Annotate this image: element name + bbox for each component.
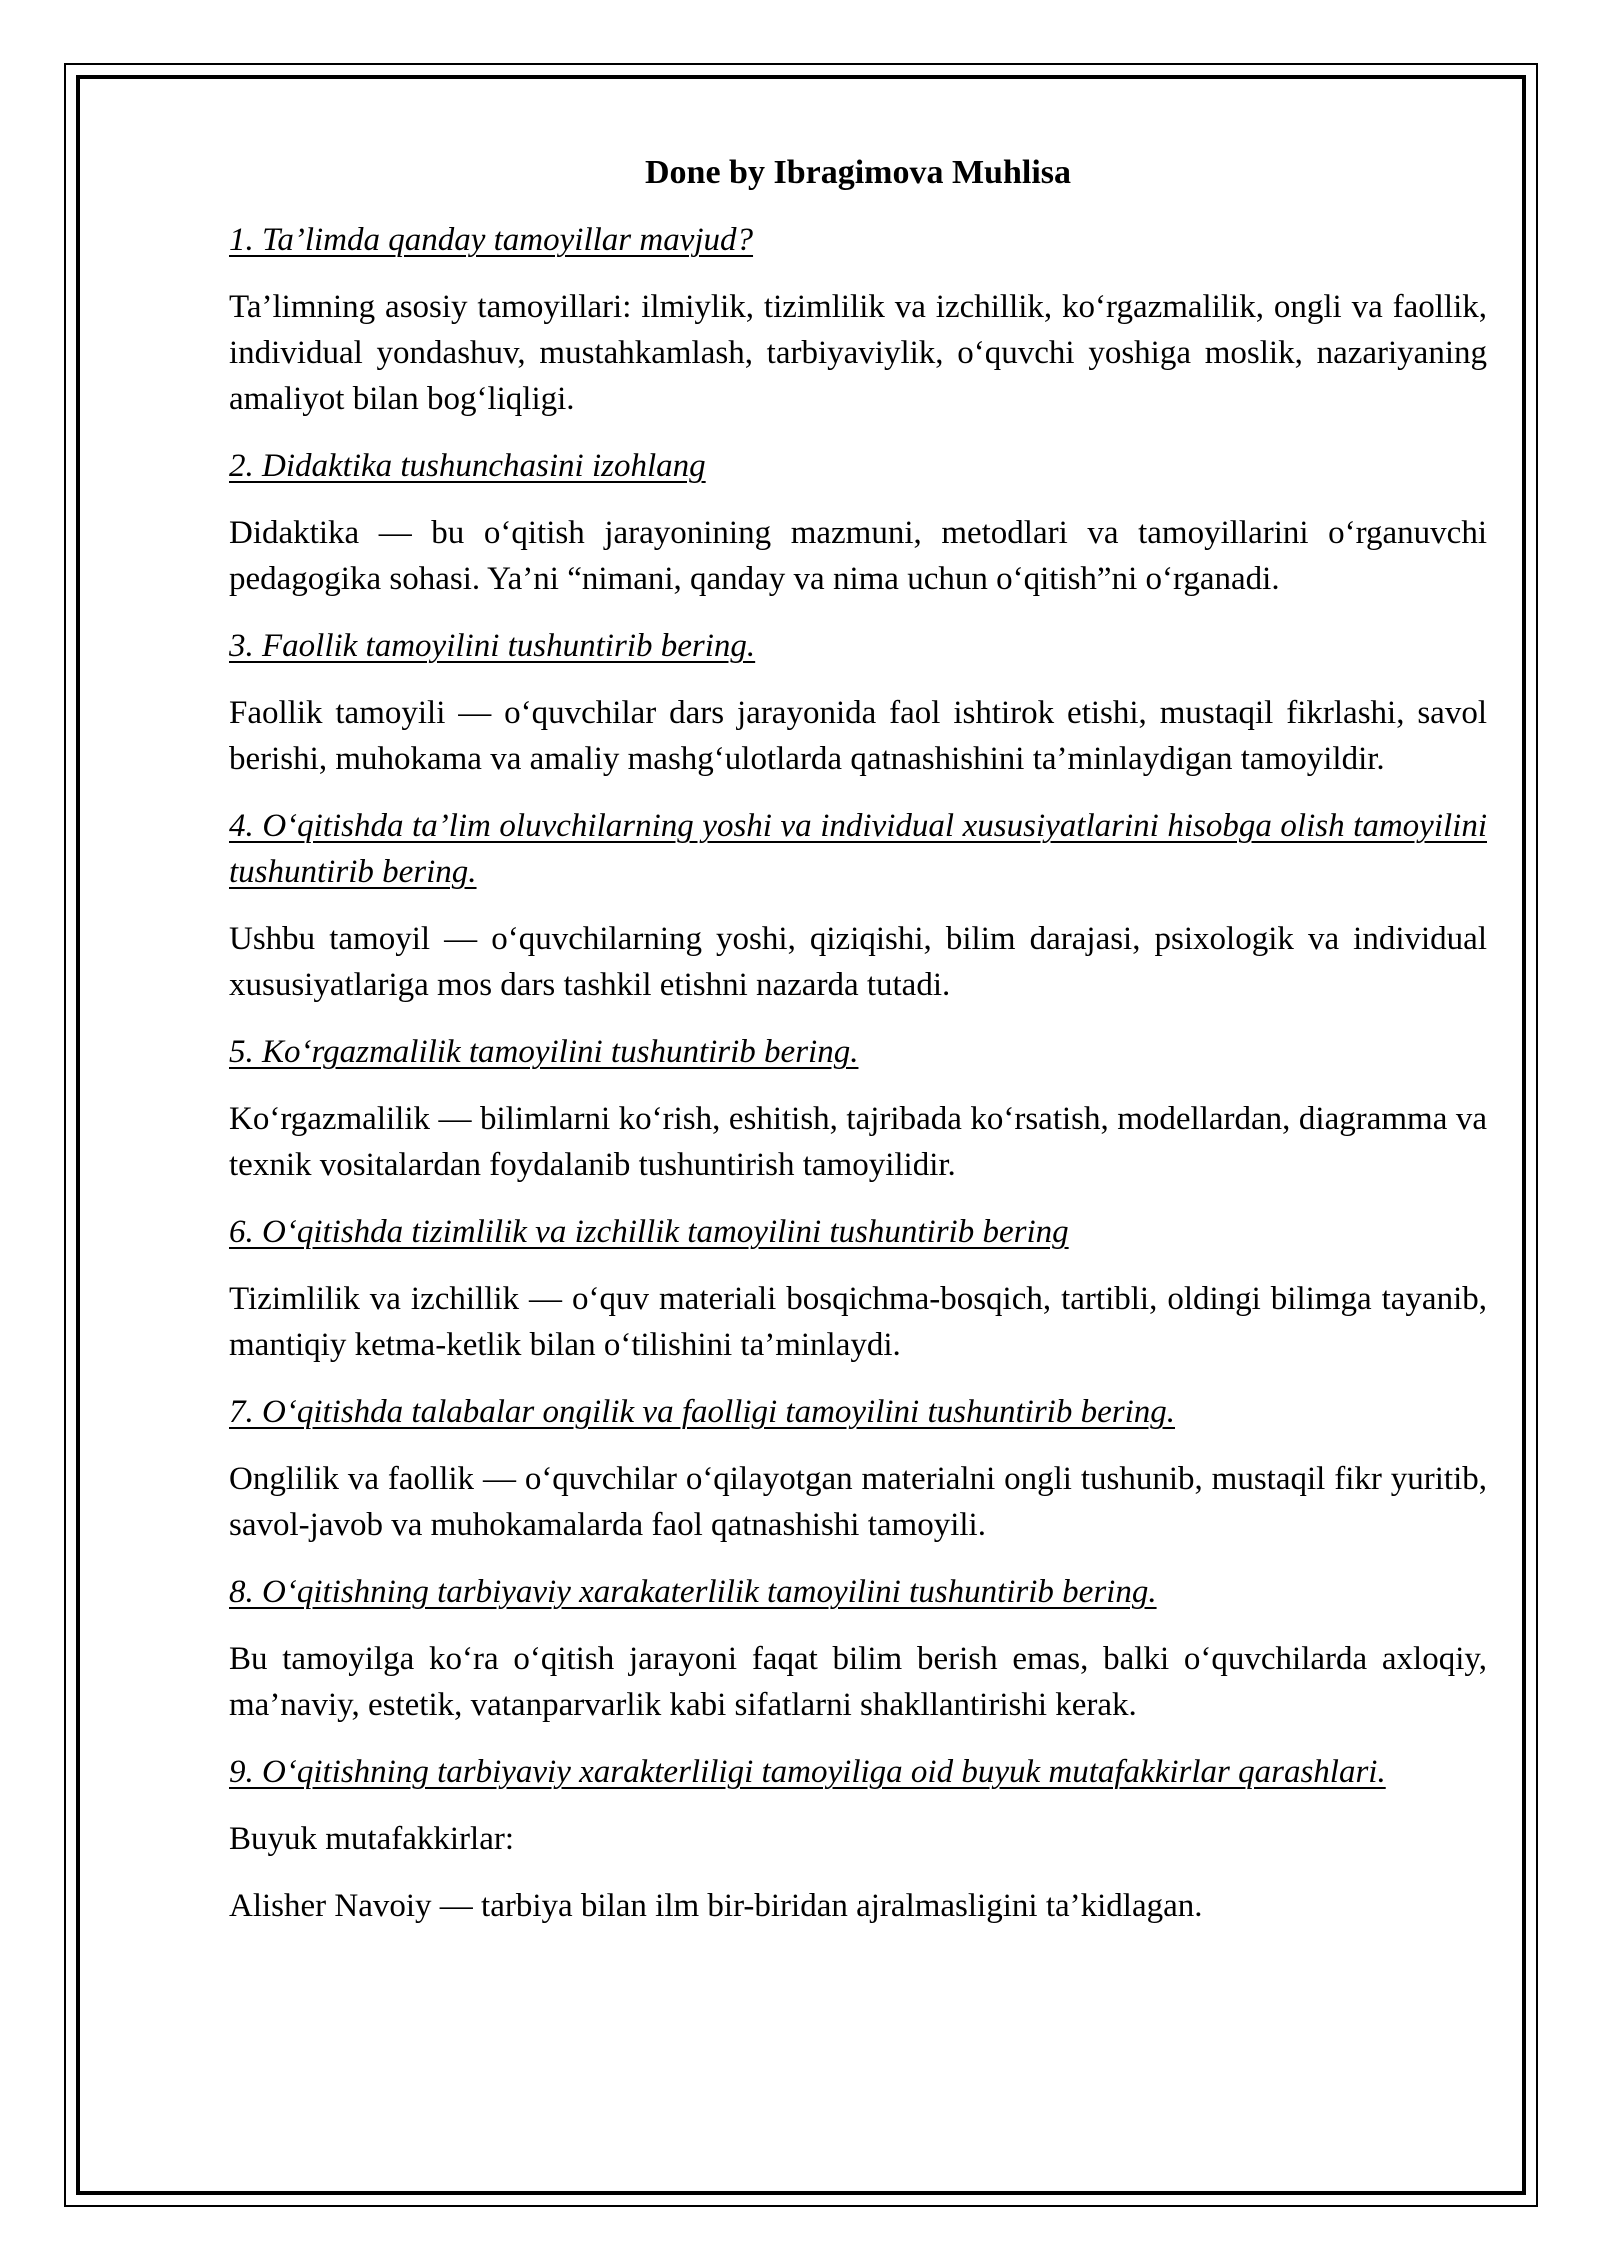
question-7: 7. O‘qitishda talabalar ongilik va faolligi tamoyilini tushuntirib bering. (229, 1394, 1175, 1430)
question-3: 3. Faollik tamoyilini tushuntirib bering. (229, 628, 756, 664)
answer-3: Faollik tamoyili — o‘quvchilar dars jarayonida faol ishtirok etishi, mustaqil fikrlashi, savol berishi, muhokama va amaliy mashg‘ulotlarda qatnashishini ta’minlaydigan tamoyildir. (229, 695, 1487, 777)
question-1: 1. Ta’limda qanday tamoyillar mavjud? (229, 222, 754, 258)
answer-7: Onglilik va faollik — o‘quvchilar o‘qilayotgan materialni ongli tushunib, mustaqil fikr yuritib, savol-javob va muhokamalarda faol qatnashishi tamoyili. (229, 1461, 1487, 1543)
question-6: 6. O‘qitishda tizimlilik va izchillik tamoyilini tushuntirib bering (229, 1214, 1069, 1250)
closing-paragraph: Alisher Navoiy — tarbiya bilan ilm bir-biridan ajralmasligini ta’kidlagan. (229, 1888, 1203, 1924)
answer-5: Ko‘rgazmalilik — bilimlarni ko‘rish, eshitish, tajribada ko‘rsatish, modellardan, diagramma va texnik vositalardan foydalanib tushuntirish tamoyilidir. (229, 1101, 1487, 1183)
question-5: 5. Ko‘rgazmalilik tamoyilini tushuntirib bering. (229, 1034, 859, 1070)
answer-2: Didaktika — bu o‘qitish jarayonining mazmuni, metodlari va tamoyillarini o‘rganuvchi pedagogika sohasi. Ya’ni “nimani, qanday va nima uchun o‘qitish”ni o‘rganadi. (229, 515, 1487, 597)
question-2: 2. Didaktika tushunchasini izohlang (229, 448, 706, 484)
answer-8: Bu tamoyilga ko‘ra o‘qitish jarayoni faqat bilim berish emas, balki o‘quvchilarda axloqiy, ma’naviy, estetik, vatanparvarlik kabi sifatlarni shakllantirishi kerak. (229, 1641, 1487, 1723)
document-body (229, 150, 1487, 1950)
document-title: Done by Ibragimova Muhlisa (645, 154, 1071, 191)
answer-9: Buyuk mutafakkirlar: (229, 1821, 515, 1857)
answer-6: Tizimlilik va izchillik — o‘quv materiali bosqichma-bosqich, tartibli, oldingi bilimga tayanib, mantiqiy ketma-ketlik bilan o‘tilishini ta’minlaydi. (229, 1281, 1487, 1363)
answer-1: Ta’limning asosiy tamoyillari: ilmiylik, tizimlilik va izchillik, ko‘rgazmalilik, ongli va faollik, individual yondashuv, mustahkamlash, tarbiyaviylik, o‘quvchi yoshiga moslik, nazariyaning amaliyot bilan bog‘liqligi. (229, 289, 1487, 417)
question-8: 8. O‘qitishning tarbiyaviy xarakaterlilik tamoyilini tushuntirib bering. (229, 1574, 1157, 1610)
answer-4: Ushbu tamoyil — o‘quvchilarning yoshi, qiziqishi, bilim darajasi, psixologik va individual xususiyatlariga mos dars tashkil etishni nazarda tutadi. (229, 921, 1487, 1003)
question-9: 9. O‘qitishning tarbiyaviy xarakterliligi tamoyiliga oid buyuk mutafakkirlar qarashlari. (229, 1754, 1386, 1790)
question-4: 4. O‘qitishda ta’lim oluvchilarning yoshi va individual xususiyatlarini hisobga olish tamoyilini tushuntirib bering. (229, 808, 1487, 890)
